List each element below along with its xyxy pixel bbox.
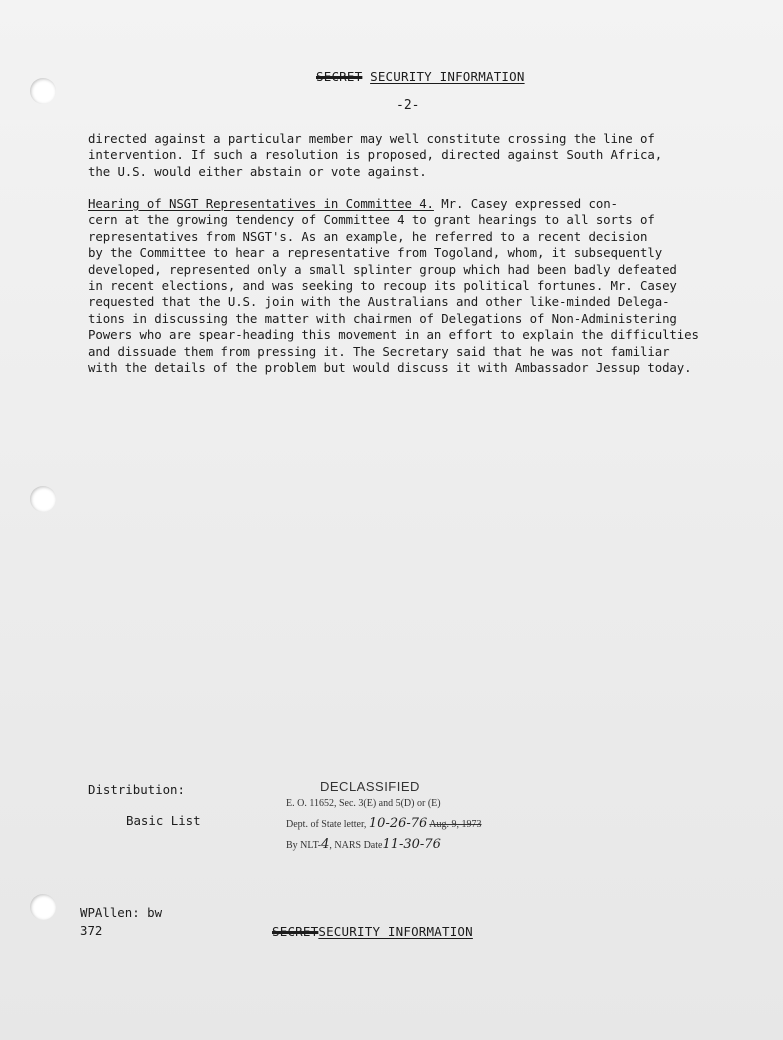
declassification-stamp: [286, 779, 526, 856]
distribution-list: Basic List: [126, 813, 201, 828]
page-number: -2-: [396, 98, 420, 113]
text-line: intervention. If such a resolution is proposed, directed against South Africa,: [88, 147, 663, 163]
distribution-label: Distribution:: [88, 782, 185, 797]
stamp-letter-handwritten-date: 10-26-76: [368, 816, 428, 831]
struck-classification-word: SECRET: [316, 69, 363, 84]
typist-initials: WPAllen: bw: [80, 905, 163, 920]
document-number: 372: [80, 923, 103, 938]
top-classification-marking: [316, 69, 525, 84]
text-line: the U.S. would either abstain or vote against.: [88, 163, 427, 179]
paragraph-continuation-lines: [88, 131, 778, 180]
punch-hole-bottom: [30, 894, 56, 920]
text-line: directed against a particular member may well constitute crossing the line of: [88, 131, 655, 146]
punch-hole-middle: [30, 486, 56, 512]
stamp-title: DECLASSIFIED: [320, 779, 420, 794]
stamp-nars-label: , NARS Date: [329, 840, 383, 851]
paragraph-nsgt-lines: [88, 212, 778, 376]
typist-initials-block: [80, 904, 162, 940]
text-line: representatives from NSGT's. As an example, he referred to a recent decision: [88, 228, 648, 244]
stamp-nars-line: [286, 835, 526, 856]
stamp-letter-prefix: Dept. of State letter,: [286, 819, 369, 830]
paragraph-nsgt-hearings: [88, 196, 778, 376]
paragraph-continuation: [88, 131, 778, 180]
struck-classification-word: SECRET: [272, 924, 319, 939]
stamp-letter-line: [286, 814, 526, 835]
stamp-nars-handwritten-date: 11-30-76: [382, 837, 441, 852]
bottom-classification-marking: [272, 924, 473, 939]
stamp-letter-struck-date: Aug. 9, 1973: [429, 819, 482, 830]
text-line: by the Committee to hear a representative from Togoland, whom, it subsequently: [88, 245, 663, 261]
first-line-text: Mr. Casey expressed con-: [433, 196, 618, 211]
stamp-authority-line: E. O. 11652, Sec. 3(E) and 5(D) or (E): [286, 798, 441, 809]
classification-label: SECURITY INFORMATION: [370, 69, 525, 84]
text-line: in recent elections, and was seeking to recoup its political fortunes. Mr. Casey: [88, 278, 677, 294]
text-line: Powers who are spear-heading this movement in an effort to explain the difficulties: [88, 327, 699, 343]
text-line: and dissuade them from pressing it. The Secretary said that he was not familiar: [88, 343, 670, 359]
text-line: with the details of the problem but would discuss it with Ambassador Jessup today.: [88, 360, 692, 376]
text-line: developed, represented only a small splinter group which had been badly defeated: [88, 261, 677, 277]
text-line: cern at the growing tendency of Committee 4 to grant hearings to all sorts of: [88, 212, 655, 228]
distribution-block: [88, 782, 201, 828]
text-line: requested that the U.S. join with the Australians and other like-minded Delega-: [88, 294, 670, 310]
classification-label: SECURITY INFORMATION: [318, 924, 473, 939]
punch-hole-top: [30, 78, 56, 104]
stamp-nlt-prefix: By NLT-: [286, 840, 322, 851]
section-heading: Hearing of NSGT Representatives in Committee 4.: [88, 196, 434, 211]
paragraph-first-line: [88, 196, 778, 212]
text-line: tions in discussing the matter with chairmen of Delegations of Non-Administering: [88, 310, 677, 326]
stamp-nlt-handwritten: 4: [321, 837, 330, 852]
